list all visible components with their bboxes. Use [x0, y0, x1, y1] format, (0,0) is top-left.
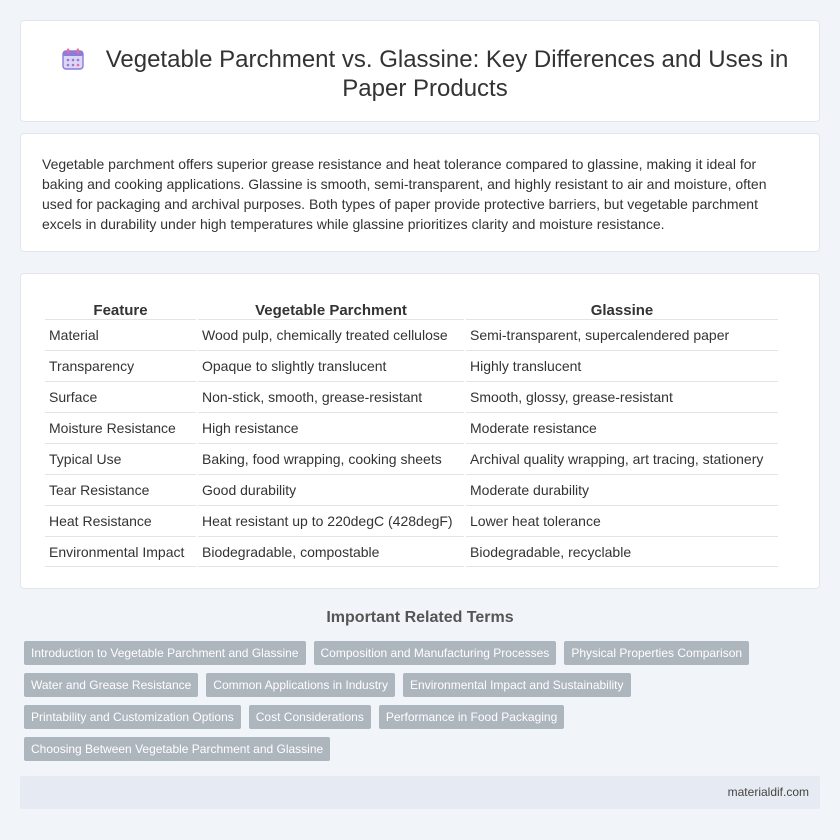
related-term-tag[interactable]: Printability and Customization Options: [24, 705, 241, 729]
cell-feature: Environmental Impact: [45, 536, 196, 567]
table-row: [45, 350, 778, 381]
title-card: [20, 20, 820, 122]
cell-vegetable-parchment: Biodegradable, compostable: [198, 536, 464, 567]
related-term-tag[interactable]: Common Applications in Industry: [206, 673, 395, 697]
cell-vegetable-parchment: Heat resistant up to 220degC (428degF): [198, 505, 464, 536]
calendar-icon: [62, 48, 84, 70]
header-feature: Feature: [93, 302, 148, 319]
cell-vegetable-parchment: Baking, food wrapping, cooking sheets: [198, 443, 464, 474]
cell-glassine: Highly translucent: [466, 350, 778, 381]
footer-bar: [20, 776, 820, 809]
footer-site-link[interactable]: materialdif.com: [727, 785, 809, 799]
cell-glassine: Smooth, glossy, grease-resistant: [466, 381, 778, 412]
table-row: [45, 319, 778, 350]
table-row: [45, 381, 778, 412]
related-term-tag[interactable]: Introduction to Vegetable Parchment and Glassine: [24, 641, 306, 665]
related-terms-heading: Important Related Terms: [326, 609, 514, 626]
related-term-tag[interactable]: Choosing Between Vegetable Parchment and Glassine: [24, 737, 330, 761]
cell-glassine: Lower heat tolerance: [466, 505, 778, 536]
intro-card: [20, 133, 820, 252]
related-term-tag[interactable]: Performance in Food Packaging: [379, 705, 564, 729]
table-header-row: [45, 295, 778, 319]
cell-feature: Tear Resistance: [45, 474, 196, 505]
cell-feature: Surface: [45, 381, 196, 412]
table-row: [45, 412, 778, 443]
header-glassine: Glassine: [590, 302, 654, 319]
related-term-tag[interactable]: Composition and Manufacturing Processes: [314, 641, 557, 665]
cell-vegetable-parchment: Non-stick, smooth, grease-resistant: [198, 381, 464, 412]
cell-glassine: Moderate durability: [466, 474, 778, 505]
page-title: [61, 45, 789, 103]
related-term-tag[interactable]: Environmental Impact and Sustainability: [403, 673, 630, 697]
comparison-table: [43, 295, 780, 567]
cell-vegetable-parchment: Wood pulp, chemically treated cellulose: [198, 319, 464, 350]
related-terms-list: [24, 641, 804, 761]
cell-vegetable-parchment: High resistance: [198, 412, 464, 443]
table-row: [45, 536, 778, 567]
comparison-card: [20, 273, 820, 589]
related-term-tag[interactable]: Water and Grease Resistance: [24, 673, 198, 697]
cell-glassine: Moderate resistance: [466, 412, 778, 443]
table-row: [45, 505, 778, 536]
table-row: [45, 474, 778, 505]
cell-feature: Transparency: [45, 350, 196, 381]
cell-glassine: Archival quality wrapping, art tracing, stationery: [466, 443, 778, 474]
cell-glassine: Biodegradable, recyclable: [466, 536, 778, 567]
cell-vegetable-parchment: Opaque to slightly translucent: [198, 350, 464, 381]
related-term-tag[interactable]: Cost Considerations: [249, 705, 371, 729]
title-wrap: [61, 45, 789, 103]
cell-feature: Typical Use: [45, 443, 196, 474]
intro-paragraph: Vegetable parchment offers superior grease resistance and heat tolerance compared to glassine, making it ideal for baking and cooking applications. Glassine is smooth, semi-transparent, and highly resistant to air and moisture, often used for packaging and archival purposes. Both types of paper provide protective barriers, but vegetable parchment excels in durability under high temperatures while glassine prioritizes clarity and moisture resistance.: [42, 156, 767, 232]
related-term-tag[interactable]: Physical Properties Comparison: [564, 641, 749, 665]
cell-feature: Material: [45, 319, 196, 350]
table-row: [45, 443, 778, 474]
cell-glassine: Semi-transparent, supercalendered paper: [466, 319, 778, 350]
cell-vegetable-parchment: Good durability: [198, 474, 464, 505]
page-title-text: Vegetable Parchment vs. Glassine: Key Differences and Uses in Paper Products: [105, 46, 789, 102]
cell-feature: Moisture Resistance: [45, 412, 196, 443]
cell-feature: Heat Resistance: [45, 505, 196, 536]
header-vegetable-parchment: Vegetable Parchment: [255, 302, 407, 319]
